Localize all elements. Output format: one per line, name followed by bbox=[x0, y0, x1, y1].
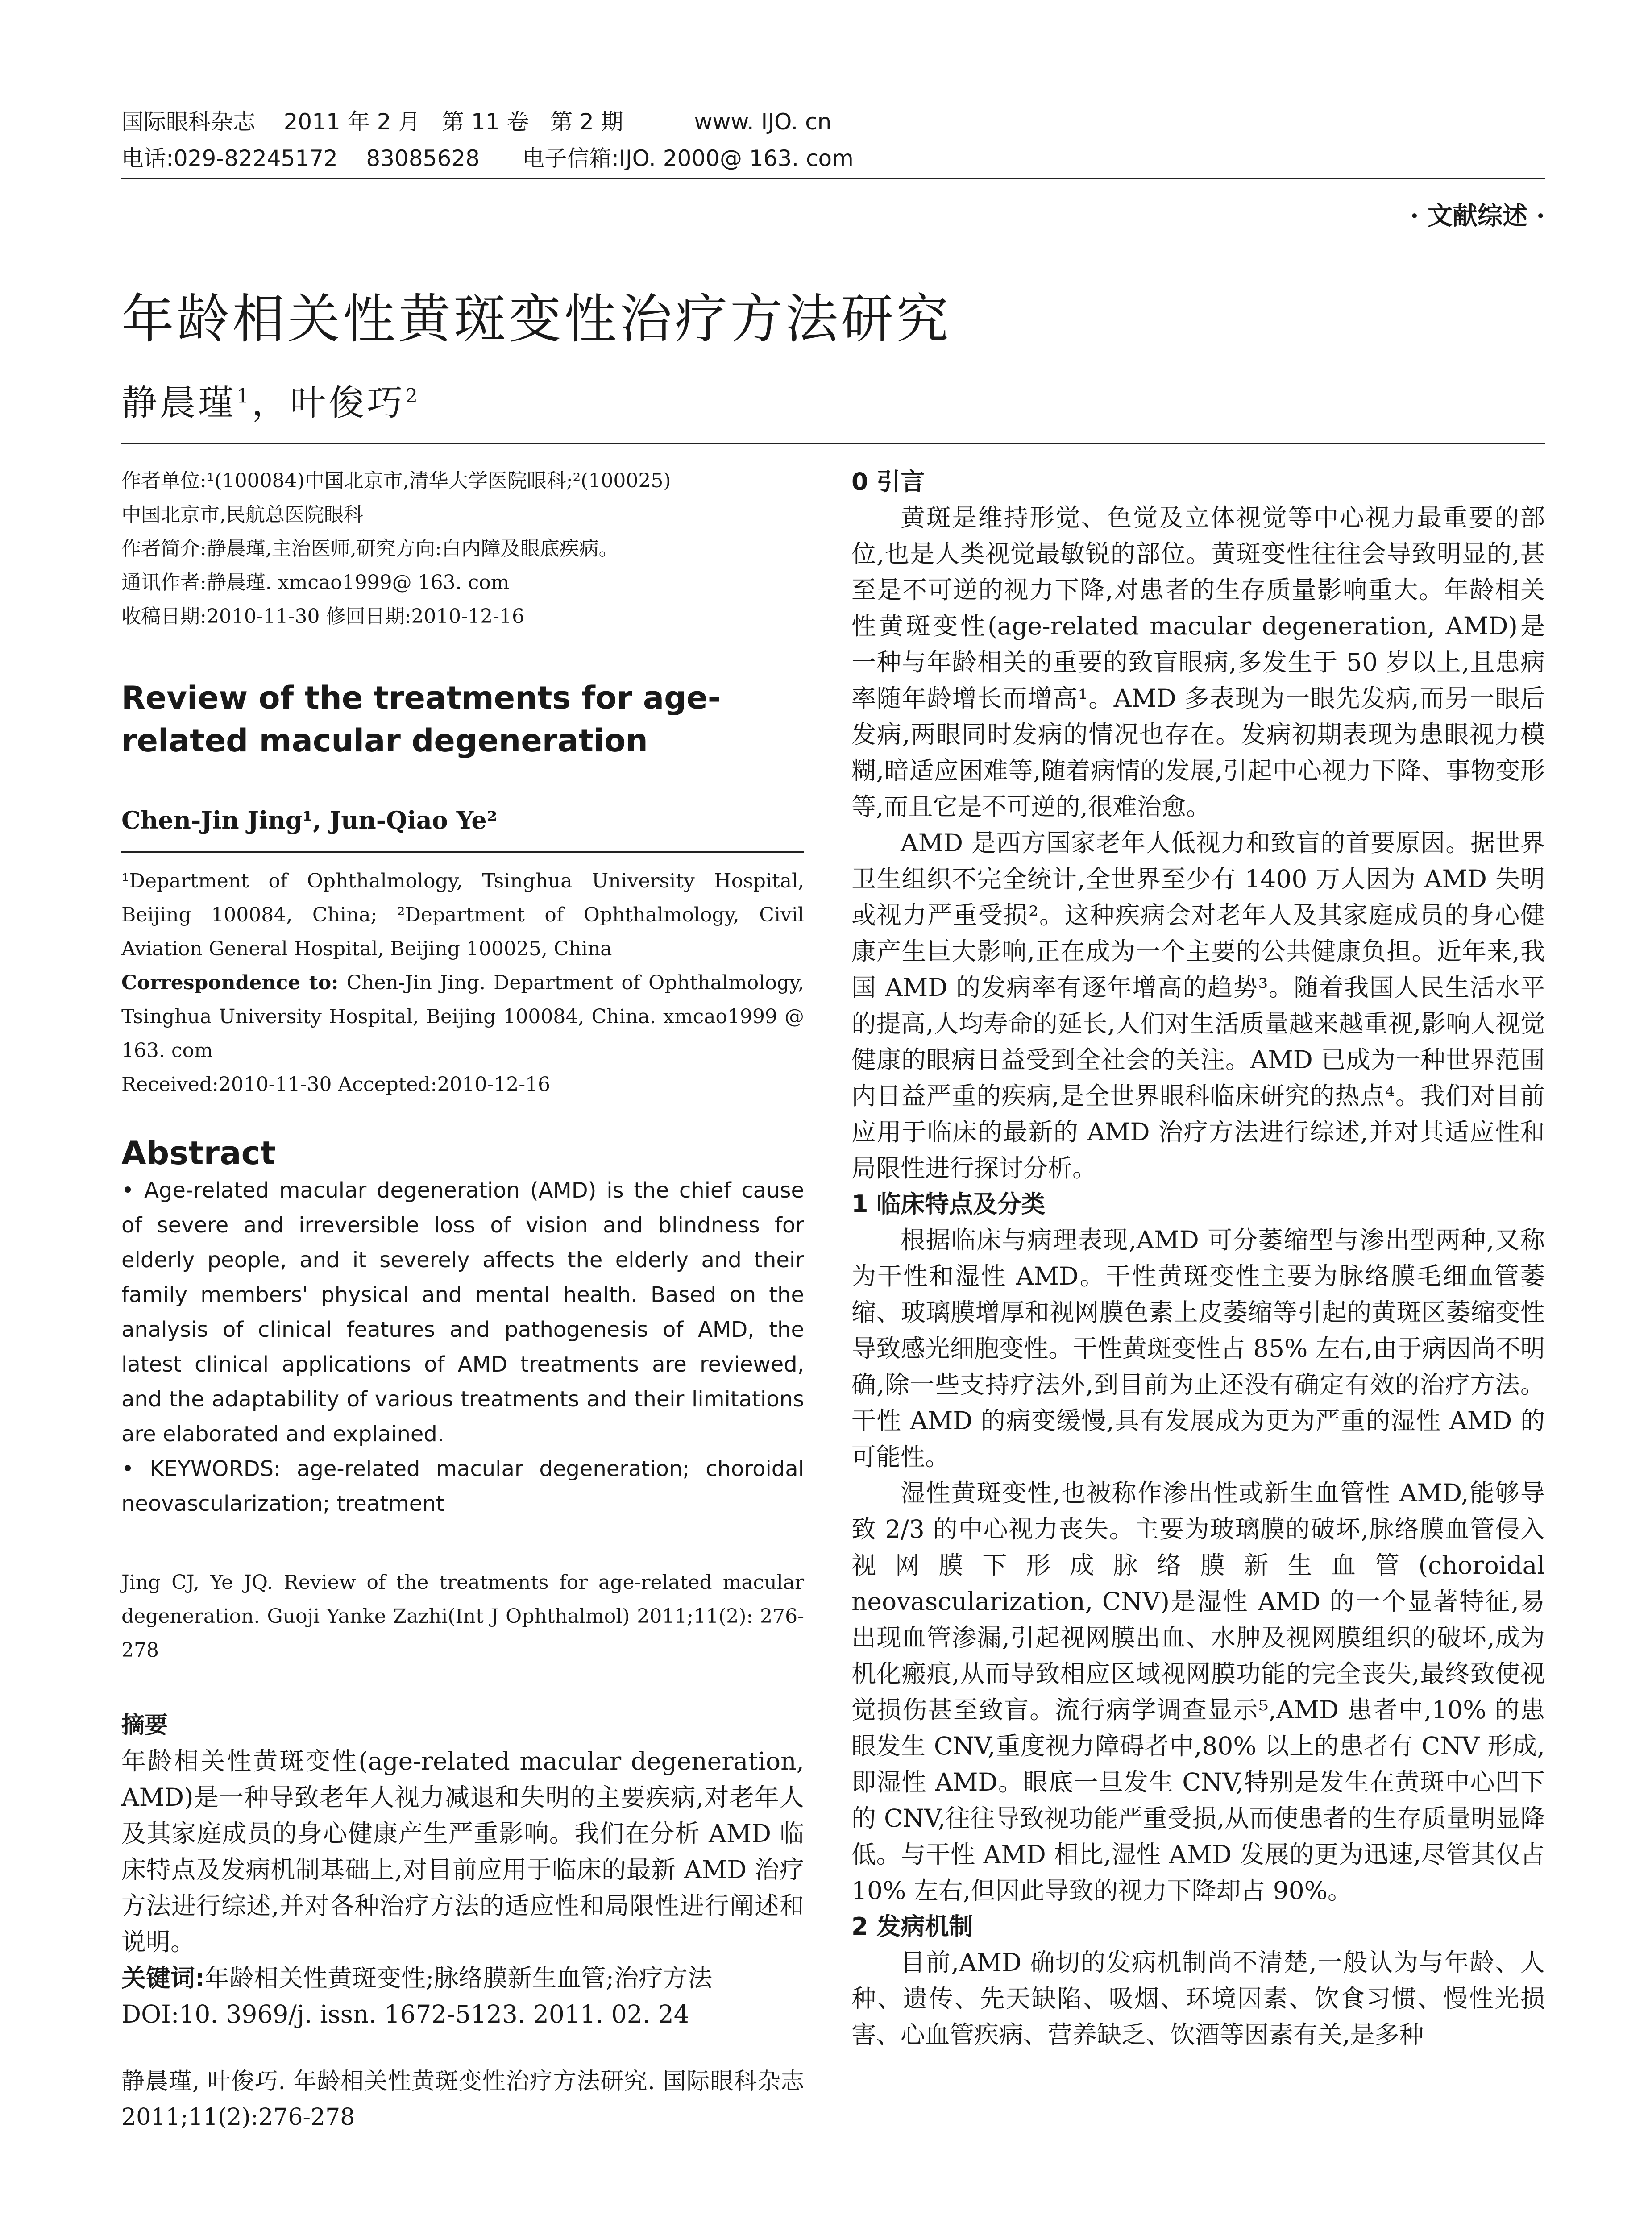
meta-corresponding: 通讯作者:静晨瑾. xmcao1999@ 163. com bbox=[121, 571, 510, 594]
citation-english: Jing CJ, Ye JQ. Review of the treatments for age-related macular degeneration. Guoji Yanke Zazhi(Int J Ophthalmol) 2011;11(2): 276-278 bbox=[121, 1571, 804, 1662]
cn-keywords-label: 关键词: bbox=[121, 1964, 205, 1992]
section-heading-1: 1 临床特点及分类 bbox=[851, 1190, 1046, 1218]
paragraph: 湿性黄斑变性,也被称作渗出性或新生血管性 AMD,能够导致 2/3 的中心视力丧失。主要为玻璃膜的破坏,脉络膜血管侵入视网膜下形成脉络膜新生血管(choroidal neovascularization, CNV)是湿性 AMD 的一个显著特征,易出现血管渗漏,引起视网膜出血、水肿及视网膜组织的破坏,成为机化瘢痕,从而导致相应区域视网膜功能的完全丧失,最终致使视觉损伤甚至致盲。流行病学调查显示⁵,AMD 患者中,10% 的患眼发生 CNV,重度视力障碍者中,80% 以上的患者有 CNV 形成,即湿性 AMD。眼底一旦发生 CNV,特别是发生在黄斑中心凹下的 CNV,往往导致视功能严重受损,从而使患者的生存质量明显降低。与干性 AMD 相比,湿性 AMD 发展的更为迅速,尽管其仅占 10% 左右,但因此导致的视力下降却占 90%。 bbox=[851, 1479, 1545, 1905]
english-title: Review of the treatments for age-related macular degeneration bbox=[121, 680, 721, 759]
cn-keywords bbox=[121, 1960, 804, 1996]
header-rule bbox=[121, 178, 1545, 179]
cn-abstract-body: 年龄相关性黄斑变性(age-related macular degeneration, AMD)是一种导致老年人视力减退和失明的主要疾病,对老年人及其家庭成员的身心健康产生严重影响。我们在分析 AMD 临床特点及发病机制基础上,对目前应用于临床的最新 AMD 治疗方法进行综述,并对各种治疗方法的适应性和局限性进行阐述和说明。 bbox=[121, 1747, 804, 1956]
abstract-heading: Abstract bbox=[121, 1134, 276, 1172]
paragraph: 根据临床与病理表现,AMD 可分萎缩型与渗出型两种,又称为干性和湿性 AMD。干性黄斑变性主要为脉络膜毛细血管萎缩、玻璃膜增厚和视网膜色素上皮萎缩等引起的黄斑区萎缩变性导致感光细胞变性。干性黄斑变性占 85% 左右,由于病因尚不明确,除一些支持疗法外,到目前为止还没有确定有效的治疗方法。干性 AMD 的病变缓慢,具有发展成为更为严重的湿性 AMD 的可能性。 bbox=[851, 1226, 1545, 1471]
section-heading-2: 2 发病机制 bbox=[851, 1912, 973, 1941]
paragraph: 黄斑是维持形觉、色觉及立体视觉等中心视力最重要的部位,也是人类视觉最敏锐的部位。黄斑变性往往会导致明显的,甚至是不可逆的视力下降,对患者的生存质量影响重大。年龄相关性黄斑变性(age-related macular degeneration, AMD)是一种与年龄相关的重要的致盲眼病,多发生于 50 岁以上,且患病率随年龄增长而增高¹。AMD 多表现为一眼先发病,而另一眼后发病,两眼同时发病的情况也存在。发病初期表现为患眼视力模糊,暗适应困难等,随着病情的发展,引起中心视力下降、事物变形等,而且它是不可逆的,很难治愈。 bbox=[851, 503, 1545, 821]
meta-author-bio: 作者简介:静晨瑾,主治医师,研究方向:白内障及眼底疾病。 bbox=[121, 537, 618, 560]
header-line-2: 电话:029-82245172 83085628 电子信箱:IJO. 2000@ 163. com bbox=[121, 145, 854, 171]
citation-chinese: 静晨瑾, 叶俊巧. 年龄相关性黄斑变性治疗方法研究. 国际眼科杂志 2011;11(2):276-278 bbox=[121, 2068, 804, 2131]
author-2-affil: 2 bbox=[405, 385, 420, 408]
section-tag: · 文献综述 · bbox=[1410, 201, 1545, 231]
header-line-1: 国际眼科杂志 2011 年 2 月 第 11 卷 第 2 期 www. IJO. cn bbox=[121, 109, 832, 135]
correspondence-label: Correspondence to: bbox=[121, 971, 339, 994]
abstract-body: • Age-related macular degeneration (AMD) is the chief cause of severe and irreversible loss of vision and blindness for elderly people, and it severely affects the elderly and their family members' physical and mental health. Based on the analysis of clinical features and pathogenesis of AMD, the latest clinical applications of AMD treatments are reviewed, and the adaptability of various treatments and their limitations are elaborated and explained. bbox=[121, 1178, 804, 1447]
meta-affiliation: 作者单位:¹(100084)中国北京市,清华大学医院眼科;²(100025) bbox=[121, 469, 671, 492]
left-column bbox=[121, 464, 804, 2135]
meta-dates: 收稿日期:2010-11-30 修回日期:2010-12-16 bbox=[121, 605, 525, 628]
english-affiliation: ¹Department of Ophthalmology, Tsinghua University Hospital, Beijing 100084, China; ²Department of Ophthalmology, Civil Aviation General Hospital, Beijing 100025, China bbox=[121, 870, 804, 960]
author-2: ，叶俊巧 bbox=[252, 382, 405, 423]
journal-header bbox=[121, 104, 1545, 177]
doi: DOI:10. 3969/j. issn. 1672-5123. 2011. 02. 24 bbox=[121, 2000, 689, 2028]
cn-abstract-heading: 摘要 bbox=[121, 1712, 168, 1739]
author-1-affil: 1 bbox=[237, 385, 252, 408]
page-title: 年龄相关性黄斑变性治疗方法研究 bbox=[121, 288, 952, 350]
author-1: 静晨瑾 bbox=[121, 382, 237, 423]
authors-cn bbox=[121, 374, 420, 425]
meta-affiliation-cont: 中国北京市,民航总医院眼科 bbox=[121, 503, 363, 526]
affiliation-rule bbox=[121, 851, 804, 853]
paragraph: 目前,AMD 确切的发病机制尚不清楚,一般认为与年龄、人种、遗传、先天缺陷、吸烟、环境因素、饮食习惯、慢性光损害、心血管疾病、营养缺乏、饮酒等因素有关,是多种 bbox=[851, 1948, 1545, 2049]
english-dates: Received:2010-11-30 Accepted:2010-12-16 bbox=[121, 1073, 551, 1096]
title-rule bbox=[121, 443, 1545, 444]
paragraph: AMD 是西方国家老年人低视力和致盲的首要原因。据世界卫生组织不完全统计,全世界至少有 1400 万人因为 AMD 失明或视力严重受损²。这种疾病会对老年人及其家庭成员的身心健康产生巨大影响,正在成为一个主要的公共健康负担。近年来,我国 AMD 的发病率有逐年增高的趋势³。随着我国人民生活水平的提高,人均寿命的延长,人们对生活质量越来越重视,影响人视觉健康的眼病日益受到全社会的关注。AMD 已成为一种世界范围内日益严重的疾病,是全世界眼科临床研究的热点⁴。我们对目前应用于临床的最新的 AMD 治疗方法进行综述,并对其适应性和局限性进行探讨分析。 bbox=[851, 829, 1545, 1182]
abstract-keywords: • KEYWORDS: age-related macular degeneration; choroidal neovascularization; treatment bbox=[121, 1456, 804, 1516]
cn-keywords-text: 年龄相关性黄斑变性;脉络膜新生血管;治疗方法 bbox=[205, 1964, 713, 1992]
right-column bbox=[851, 464, 1545, 2053]
meta-block bbox=[121, 464, 804, 634]
section-heading-intro: 0 引言 bbox=[851, 468, 925, 496]
correspondence bbox=[121, 966, 804, 1068]
english-authors: Chen-Jin Jing¹, Jun-Qiao Ye² bbox=[121, 806, 498, 834]
correspondence-text: Chen-Jin Jing. Department of Ophthalmology, Tsinghua University Hospital, Beijing 100084, China. xmcao1999 @ 163. com bbox=[121, 971, 804, 1062]
